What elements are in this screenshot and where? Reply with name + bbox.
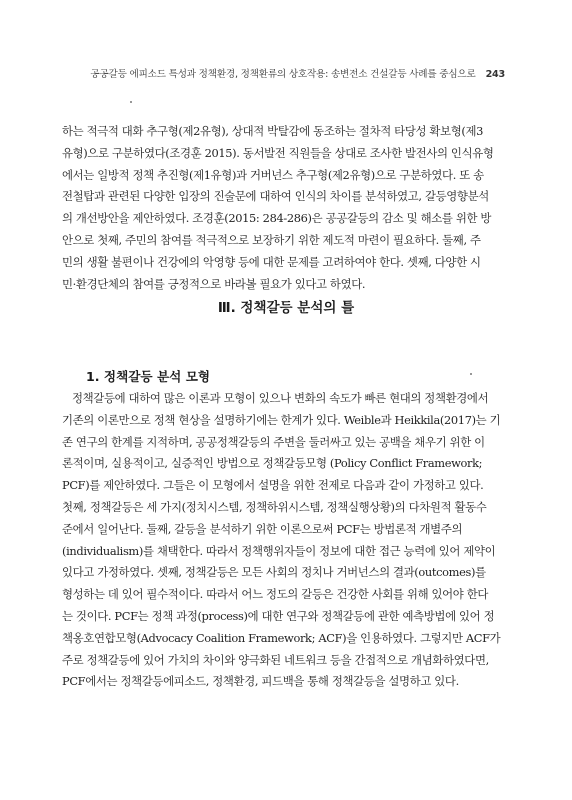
- text-line: 전철탑과 관련된 다양한 입장의 진술문에 대하여 인식의 차이를 분석하였고, 갈등영향분석: [62, 189, 489, 204]
- text-line: PCF)를 제안하였다. 그들은 이 모형에서 설명을 위한 전제로 다음과 같이 가정하고 있다.: [62, 478, 484, 493]
- text-line: 기존의 이론만으로 정책 현상을 설명하기에는 한계가 있다. Weible과 Heikkila(2017)는 기: [62, 412, 501, 427]
- text-line: 있다고 가정하였다. 셋째, 정책갈등은 모든 사회의 정치나 거버넌스의 결과(outcomes)를: [62, 565, 486, 580]
- text-line: 의 개선방안을 제안하였다. 조경훈(2015: 284-286)은 공공갈등의 감소 및 해소를 위한 방: [62, 211, 492, 226]
- text-line: 형성하는 데 있어 필수적이다. 따라서 어느 정도의 갈등은 건강한 사회를 위해 있어야 한다: [62, 587, 489, 602]
- paragraph-body: [62, 388, 508, 693]
- text-line: 는 것이다. PCF는 정책 과정(process)에 대한 연구와 정책갈등에 관한 예측방법에 있어 정: [62, 608, 495, 623]
- text-line: 론적이며, 실용적이고, 실증적인 방법으로 정책갈등모형 (Policy Conflict Framework;: [62, 456, 483, 471]
- text-line: 주로 정책갈등에 있어 가치의 차이와 양극화된 네트워크 등을 간접적으로 개념화하였다면,: [62, 652, 489, 667]
- running-title: 공공갈등 에피소드 특성과 정책환경, 정책환류의 상호작용: 송변전소 건설갈등 사례를 중심으로: [90, 69, 476, 80]
- text-line: 안으로 첫째, 주민의 참여를 적극적으로 보장하기 위한 제도적 마련이 필요하다. 둘째, 주: [62, 232, 481, 247]
- text-line: 책옹호연합모형(Advocacy Coalition Framework; ACF)을 인용하였다. 그렇지만 ACF가: [62, 630, 501, 645]
- text-line: (individualism)를 채택한다. 따라서 정책행위자들이 정보에 대한 접근 능력에 있어 제약이: [62, 543, 496, 558]
- text-line: 존 연구의 한계를 지적하며, 공공정책갈등의 주변을 둘러싸고 있는 공백을 채우기 위한 이: [62, 434, 485, 449]
- text-line: 준에서 일어난다. 둘째, 갈등을 분석하기 위한 이론으로써 PCF는 방법론적 개별주의: [62, 521, 463, 536]
- subsection-title: 1. 정책갈등 분석 모형: [86, 369, 211, 384]
- text-line: 민의 생활 불편이나 건강에의 악영향 등에 대한 문제를 고려하여야 한다. 셋째, 다양한 시: [62, 254, 481, 269]
- text-line: 첫째, 정책갈등은 세 가지(정치시스템, 정책하위시스템, 정책실행상황)의 다차원적 활동수: [62, 499, 487, 514]
- text-line: 에서는 일방적 정책 추진형(제1유형)과 거버넌스 추구형(제2유형)으로 구분하였다. 또 송: [62, 167, 484, 182]
- paragraph-continuation: [62, 121, 508, 295]
- scan-speck: [130, 101, 132, 103]
- text-line: PCF에서는 정책갈등에피소드, 정책환경, 피드백을 통해 정책갈등을 설명하고 있다.: [62, 674, 459, 689]
- text-line: 하는 적극적 대화 추구형(제2유형), 상대적 박탈감에 동조하는 절차적 타당성 확보형(제3: [62, 124, 483, 138]
- section-title: Ⅲ. 정책갈등 분석의 틀: [217, 300, 355, 316]
- text-line: 유형)으로 구분하였다(조경훈 2015). 동서발전 직원들을 상대로 조사한 발전사의 인식유형: [62, 145, 494, 160]
- text-line: 민·환경단체의 참여를 긍정적으로 바라볼 필요가 있다고 하였다.: [62, 276, 366, 291]
- scan-speck: [470, 373, 472, 375]
- page-number: 243: [485, 69, 505, 80]
- text-line: 정책갈등에 대하여 많은 이론과 모형이 있으나 변화의 속도가 빠른 현대의 정책환경에서: [72, 391, 489, 405]
- running-header: [0, 66, 505, 80]
